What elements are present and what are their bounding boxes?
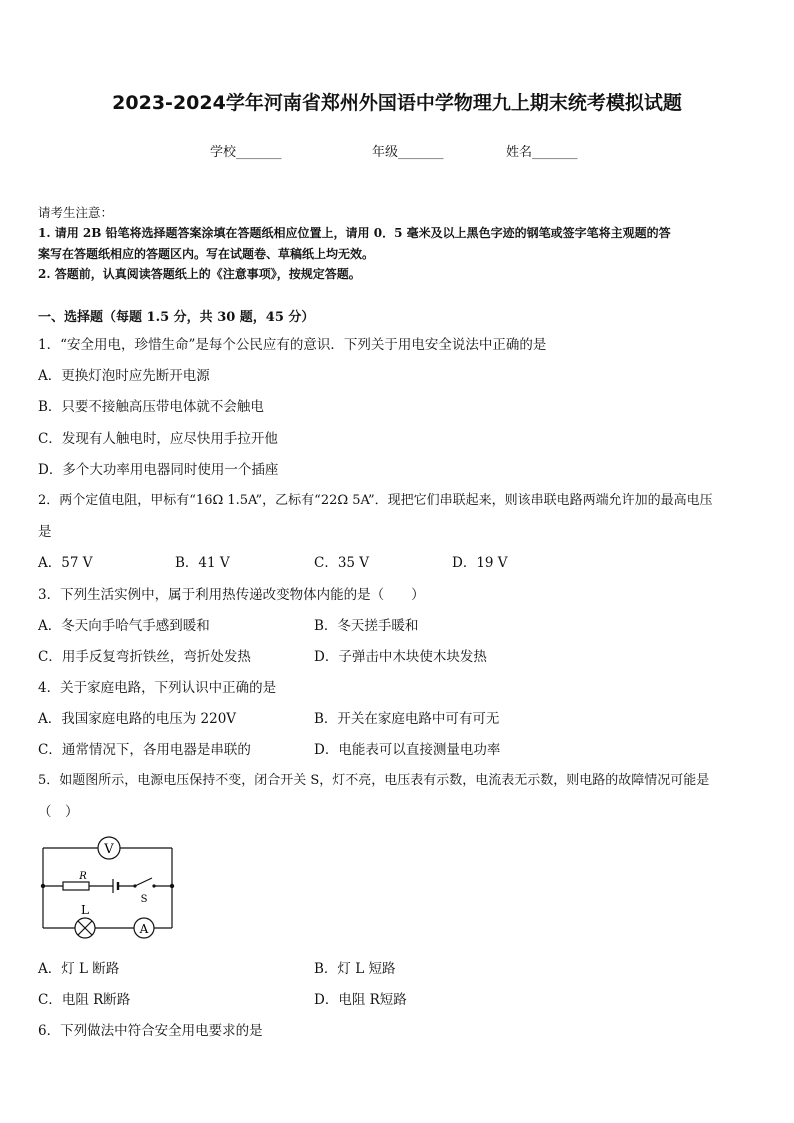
switch-blade [135,878,152,886]
q5-stem: 5．如题图所示，电源电压保持不变，闭合开关 S，灯不亮，电压表有示数，电流表无示数，则电路的故障情况可能是 [38,773,710,788]
q2-option-c: C．35 V [314,555,370,571]
page-title: 2023-2024学年河南省郑州外国语中学物理九上期末统考模拟试题 [112,92,682,114]
q5-stem-cont: （ ） [38,804,79,820]
name-field: 姓名_______ [506,145,578,160]
section-heading: 一、选择题（每题 1.5 分，共 30 题，45 分） [38,310,315,325]
q1-option-a: A．更换灯泡时应先断开电源 [38,368,210,384]
q3-option-a: A．冬天向手哈气手感到暖和 [38,618,210,634]
switch-pivot [133,884,136,887]
q6-stem: 6．下列做法中符合安全用电要求的是 [38,1023,263,1039]
q5-option-b: B．灯 L 短路 [314,961,396,977]
q1-option-d: D．多个大功率用电器同时使用一个插座 [38,462,279,478]
q1-option-b: B．只要不接触高压带电体就不会触电 [38,399,264,415]
q3-option-c: C．用手反复弯折铁丝，弯折处发热 [38,649,251,665]
q4-option-c: C．通常情况下，各用电器是串联的 [38,742,251,758]
junction-right [170,884,174,888]
q2-option-b: B．41 V [175,555,230,571]
q1-option-c: C．发现有人触电时，应尽快用手拉开他 [38,431,278,447]
notice-line-1: 1. 请用 2B 铅笔将选择题答案涂填在答题纸相应位置上，请用 0．5 毫米及以上黑色字迹的钢笔或签字笔将主观题的答 [38,226,671,240]
switch-label: S [140,894,148,905]
q4-stem: 4．关于家庭电路，下列认识中正确的是 [38,680,277,696]
q5-option-c: C．电阻 R断路 [38,992,131,1008]
q5-option-d: D．电阻 R短路 [314,992,407,1008]
q2-option-d: D．19 V [452,555,508,571]
switch-contact [152,884,155,887]
ammeter-label: A [139,922,149,936]
q3-stem: 3．下列生活实例中，属于利用热传递改变物体内能的是（ ） [38,587,425,603]
q3-option-b: B．冬天搓手暖和 [314,618,419,634]
voltmeter-label: V [104,842,114,857]
notice-line-1b: 案写在答题纸相应的答题区内。写在试题卷、草稿纸上均无效。 [38,247,375,261]
notice-heading: 请考生注意： [38,205,114,220]
junction-left [41,884,45,888]
q4-option-b: B．开关在家庭电路中可有可无 [314,711,500,727]
q1-stem: 1．“安全用电，珍惜生命”是每个公民应有的意识．下列关于用电安全说法中正确的是 [38,337,547,353]
grade-field: 年级_______ [372,145,444,160]
lamp-label: L [81,903,89,917]
resistor-label: R [79,871,87,882]
resistor-symbol [63,882,89,890]
circuit-diagram [38,832,178,944]
q4-option-d: D．电能表可以直接测量电功率 [314,742,501,758]
q3-option-d: D．子弹击中木块使木块发热 [314,649,487,665]
q2-stem: 2．两个定值电阻，甲标有“16Ω 1.5A”，乙标有“22Ω 5A”．现把它们串联起来，则该串联电路两端允许加的最高电压 [38,493,713,508]
q5-option-a: A．灯 L 断路 [38,961,120,977]
q2-option-a: A．57 V [38,555,93,571]
q2-stem-cont: 是 [38,524,52,540]
q4-option-a: A．我国家庭电路的电压为 220V [38,711,237,727]
notice-line-2: 2. 答题前，认真阅读答题纸上的《注意事项》，按规定答题。 [38,267,361,281]
school-field: 学校_______ [210,145,282,160]
